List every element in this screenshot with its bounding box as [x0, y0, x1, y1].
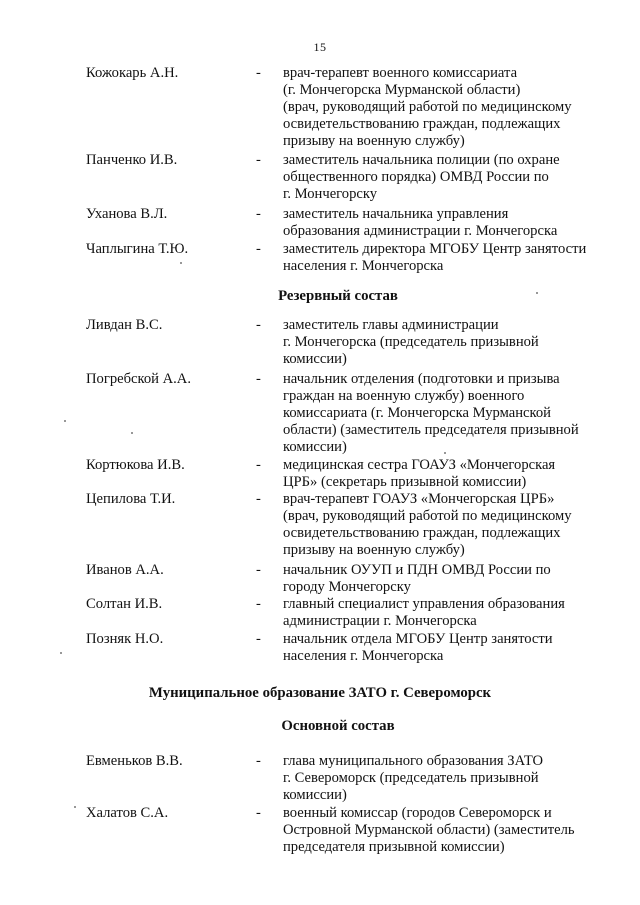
scan-speck [444, 452, 446, 454]
member-name: Панченко И.В. [86, 152, 178, 168]
position-line: призыву на военную службу) [283, 542, 465, 558]
separator-dash: - [256, 65, 261, 81]
position-line: главный специалист управления образования [283, 596, 565, 612]
member-position [283, 491, 613, 559]
position-line: председателя призывной комиссии) [283, 839, 505, 855]
scan-speck [131, 432, 133, 434]
separator-dash: - [256, 152, 261, 168]
scan-speck [64, 420, 66, 422]
position-line: освидетельствованию граждан, подлежащих [283, 525, 561, 541]
position-line: (врач, руководящий работой по медицинскому [283, 508, 572, 524]
scan-speck [60, 652, 62, 654]
municipality-heading: Муниципальное образование ЗАТО г. Североморск [148, 685, 492, 701]
scan-speck [180, 262, 182, 264]
position-line: врач-терапевт ГОАУЗ «Мончегорская ЦРБ» [283, 491, 555, 507]
reserve-heading: Резервный состав [278, 288, 398, 304]
member-position [283, 457, 613, 491]
member-name: Иванов А.А. [86, 562, 164, 578]
position-line: начальник ОУУП и ПДН ОМВД России по [283, 562, 551, 578]
member-position [283, 805, 613, 856]
separator-dash: - [256, 753, 261, 769]
position-line: комиссии) [283, 351, 347, 367]
position-line: военный комиссар (городов Североморск и [283, 805, 552, 821]
member-position [283, 317, 613, 368]
position-line: комиссариата (г. Мончегорска Мурманской [283, 405, 551, 421]
member-position [283, 371, 613, 456]
separator-dash: - [256, 317, 261, 333]
position-line: населения г. Мончегорска [283, 258, 444, 274]
position-line: глава муниципального образования ЗАТО [283, 753, 544, 769]
member-name: Евменьков В.В. [86, 753, 183, 769]
member-position [283, 152, 613, 203]
position-line: призыву на военную службу) [283, 133, 465, 149]
position-line: области) (заместитель председателя призывной [283, 422, 579, 438]
member-position [283, 206, 613, 240]
position-line: городу Мончегорску [283, 579, 411, 595]
position-line: комиссии) [283, 787, 347, 803]
member-name: Солтан И.В. [86, 596, 163, 612]
position-line: г. Североморск (председатель призывной [283, 770, 539, 786]
page-number: 15 [313, 40, 327, 54]
position-line: освидетельствованию граждан, подлежащих [283, 116, 561, 132]
scan-speck [536, 292, 538, 294]
position-line: заместитель начальника управления [283, 206, 509, 222]
separator-dash: - [256, 457, 261, 473]
member-name: Кожокарь А.Н. [86, 65, 179, 81]
separator-dash: - [256, 206, 261, 222]
member-name: Погребской А.А. [86, 371, 191, 387]
member-name: Халатов С.А. [86, 805, 169, 821]
position-line: заместитель главы администрации [283, 317, 499, 333]
member-name: Позняк Н.О. [86, 631, 164, 647]
member-position [283, 753, 613, 804]
member-name: Кортюкова И.В. [86, 457, 185, 473]
separator-dash: - [256, 631, 261, 647]
position-line: общественного порядка) ОМВД России по [283, 169, 549, 185]
separator-dash: - [256, 241, 261, 257]
position-line: г. Мончегорску [283, 186, 378, 202]
member-position [283, 631, 613, 665]
position-line: заместитель начальника полиции (по охране [283, 152, 560, 168]
member-name: Уханова В.Л. [86, 206, 168, 222]
position-line: Островной Мурманской области) (заместитель [283, 822, 575, 838]
position-line: врач-терапевт военного комиссариата [283, 65, 518, 81]
scan-speck [74, 806, 76, 808]
position-line: граждан на военную службу) военного [283, 388, 525, 404]
separator-dash: - [256, 805, 261, 821]
member-name: Ливдан В.С. [86, 317, 163, 333]
member-position [283, 241, 613, 275]
position-line: г. Мончегорска (председатель призывной [283, 334, 539, 350]
position-line: начальник отделения (подготовки и призыва [283, 371, 560, 387]
position-line: образования администрации г. Мончегорска [283, 223, 558, 239]
position-line: администрации г. Мончегорска [283, 613, 477, 629]
position-line: заместитель директора МГОБУ Центр занятости [283, 241, 587, 257]
separator-dash: - [256, 371, 261, 387]
member-position [283, 65, 613, 150]
position-line: медицинская сестра ГОАУЗ «Мончегорская [283, 457, 556, 473]
main-composition-heading: Основной состав [281, 718, 395, 734]
position-line: ЦРБ» (секретарь призывной комиссии) [283, 474, 527, 490]
member-name: Цепилова Т.И. [86, 491, 176, 507]
position-line: (врач, руководящий работой по медицинскому [283, 99, 572, 115]
position-line: комиссии) [283, 439, 347, 455]
separator-dash: - [256, 562, 261, 578]
separator-dash: - [256, 491, 261, 507]
member-position [283, 562, 613, 596]
position-line: начальник отдела МГОБУ Центр занятости [283, 631, 553, 647]
member-name: Чаплыгина Т.Ю. [86, 241, 189, 257]
separator-dash: - [256, 596, 261, 612]
position-line: (г. Мончегорска Мурманской области) [283, 82, 521, 98]
member-position [283, 596, 613, 630]
position-line: населения г. Мончегорска [283, 648, 444, 664]
